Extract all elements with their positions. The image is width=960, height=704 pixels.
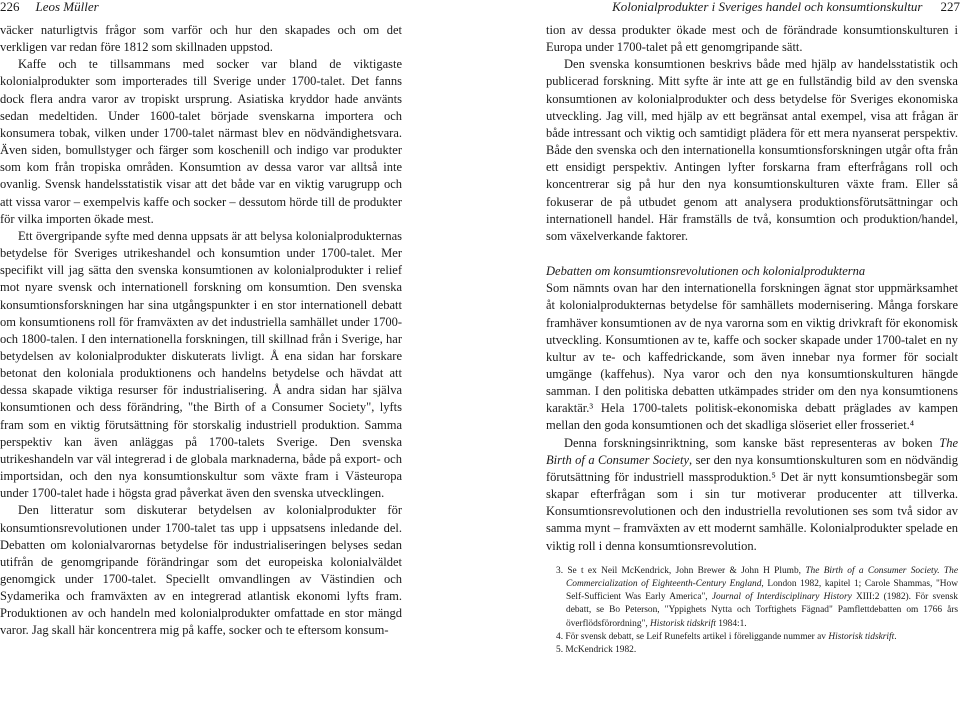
footnote-3-journal: Journal of Interdisciplinary History (711, 592, 852, 603)
footnote-3-text-a: 3. Se t ex Neil McKendrick, John Brewer & John H Plumb, (556, 565, 806, 576)
section-heading: Debatten om konsumtionsrevolutionen och kolonialprodukterna (546, 264, 866, 279)
page-number-right: 227 (940, 0, 960, 14)
right-paragraph-1: tion av dessa produkter ökade mest och de förändrade konsumtionskulturen i Europa under 1700-talet på ett genomgripande sätt. (546, 23, 958, 55)
running-head-title: Kolonialprodukter i Sveriges handel och konsumtionskultur (612, 0, 923, 14)
footnote-3-journal-b: Historisk tidskrift (650, 618, 716, 629)
footnotes (546, 565, 958, 657)
page-number-left: 226 (0, 0, 20, 14)
footnote-4-journal: Historisk tidskrift (828, 631, 895, 642)
running-head-author: Leos Müller (35, 0, 99, 14)
footnote-5: 5. McKendrick 1982. (556, 644, 637, 655)
right-paragraph-2: Den svenska konsumtionen beskrivs både med hjälp av handelsstatistik och publicerad forskning. Mitt syfte är inte att ge en fullständig bild av den svenska konsumtionen av kolonialprodukter och dess betydelse för Sveriges ekonomiska utveckling. Jag vill, med hjälp av ett begränsat antal exempel, visa att frågan är både intressant och viktig och samtidigt plädera för ett mera nyanserat perspektiv. Både den svenska och den internationella konsumtionsforskningen utgår ofta från ett ensidigt perspektiv. Antingen lyfter forskarna fram efterfrågans roll och koncentrerar sig på hur den nya konsumtionskulturen växte fram. Eller så fokuserar de på utbudet genom att analysera produktionsförutsättningar och internationell handel. Här framställs de två, konsumtion och produktion/handel, som växelverkande faktorer. (546, 57, 958, 243)
footnote-3-title-a: The Birth of a Consumer Society. The Commercialization of Eighteenth-Century England (566, 565, 958, 589)
footnote-3-text-d: 1984:1. (715, 618, 747, 629)
left-column (0, 22, 402, 640)
footnote-4 (546, 631, 958, 644)
left-paragraph-1: väcker naturligtvis frågor som varför och hur den skapades och om det verkligen var redan före 1812 som skillnaden uppstod. (0, 23, 402, 55)
paragraph-4-text-b: , ser den nya konsumtionskulturen som en nödvändig förutsättning för industriell massproduktion.⁵ Det är nytt konsumtionsbegär som skapar efterfrågan som i sin tur motiverar producenter att tillverka. Konsumtionsrevolutionen och den industriella revolutionen ses som två sidor av samma mynt – framväxten av ett modernt samhälle. Kolonialprodukter spelade en viktig roll i denna konsumtionsrevolution. (546, 452, 958, 553)
left-paragraph-4: Den litteratur som diskuterar betydelsen av kolonialprodukter för konsumtionsrevolutionen under 1700-talet tas upp i uppsatsens inledande del. Debatten om kolonialvarornas betydelse för industrialiseringen belyses sedan utifrån de genomgripande förändringar som det europeiska kolonialväldet genomgick under 1700-talet. Speciellt omvandlingen av Västindien och Sydamerika och framväxten av en integrerad atlantisk ekonomi lyfts fram. Produktionen av och handeln med kolonialprodukter omfattade en stor mängd varor. Jag skall här koncentrera mig på kaffe, socker och te eftersom konsum- (0, 503, 402, 638)
paragraph-4-text-a: Denna forskningsinriktning, som kanske bäst representeras av boken (564, 435, 940, 450)
left-paragraph-2: Kaffe och te tillsammans med socker var bland de viktigaste kolonialprodukter som importerades till Sverige under 1700-talet. Det fanns dock flera andra varor av tropiskt ursprung. Asiatiska kryddor hade använts sedan medeltiden. Under 1600-talet började svenskarna importera och konsumera tobak, vilken under 1700-talet närmast blev en nödvändighetsvara. Även siden, bomullstyger och färger som koschenill och indigo var produkter som kom från tropiska områden. Konsumtion av dessa varor var alltså inte ovanlig. Svensk handelsstatistik visar att det både var en viktig varugrupp och att vissa varor – exempelvis kaffe och socker – dessutom hörde till de produkter för vilka importen ökade mest. (0, 57, 402, 226)
right-paragraph-4 (546, 435, 958, 555)
header-right (612, 0, 960, 14)
book-title: The Birth of a Consumer Society (546, 435, 958, 467)
right-paragraph-3: Som nämnts ovan har den internationella forskningen ägnat stor uppmärksamhet åt kolonialprodukternas betydelse för samhällets modernisering. Många forskare framhäver konsumtionen av de nya varorna som en viktig drivkraft för ekonomisk utveckling. Konsumtionen av te, kaffe och socker skapade under 1700-talet en ny kultur av te- och kaffedrickande, som även innebar nya former för socialt umgänge (kaffehus). Nya varor och den nya konsumtionskulturen hängde samman. I den politiska debatten utkämpades strider om den nya konsumtionens karaktär.³ Hela 1700-talets politisk-ekonomiska debatt präglades av kampen mellan den goda konsumtionen och det skadliga slöseriet eller frosseriet.⁴ (546, 281, 958, 433)
footnote-4-text-b: . (894, 631, 897, 642)
header-left (0, 0, 99, 14)
right-column (546, 22, 958, 657)
footnote-4-text-a: 4. För svensk debatt, se Leif Runefelts artikel i föreliggande nummer av (556, 631, 829, 642)
footnote-3-text-b: , London 1982, kapitel 1; Carole Shammas, "How Self-Sufficient Was Early America", (566, 578, 958, 603)
footnote-3 (546, 565, 958, 631)
left-paragraph-3: Ett övergripande syfte med denna uppsats är att belysa kolonialprodukternas betydelse för Sveriges utrikeshandel och konsumtion under 1700-talet. Mer specifikt vill jag sätta den svenska konsumtionen av kolonialprodukter i relief mot nyare svensk och internationell forskning om konsumtion. Den svenska konsumtionsforskningen har sina utgångspunkter i en stor internationell debatt om konsumtionens roll för framväxten av det industriella samhället under 1700- och 1800-talen. I den internationella forskningen, till skillnad från i Sverige, har betydelsen av kolonialprodukter diskuterats livligt. Å ena sidan har forskare betonat den koloniala produktionens och handelns betydelse och hävdat att dessa skapade viktiga resurser för industrialisering. Å andra sidan har själva konsumtionen och dess förändring, "the Birth of a Consumer Society", lyfts fram som en viktig förutsättning för storskalig industriell produktion. Samma perspektiv kan även anläggas på 1700-talets Sverige. Den svenska utrikeshandeln var väl integrerad i de globala marknaderna, både på export- och importsidan, och den nya konsumtionskultur som växte fram i Västeuropa under 1700-talet hade i högsta grad påverkat även den svenska utvecklingen. (0, 228, 402, 501)
footnote-3-text-c: XIII:2 (1982). För svensk debatt, se Bo Peterson, "Yppighets Nytta och Torftighets Fägnad" Pamflettdebatten om 1766 års överflödsförordning", (566, 592, 958, 629)
